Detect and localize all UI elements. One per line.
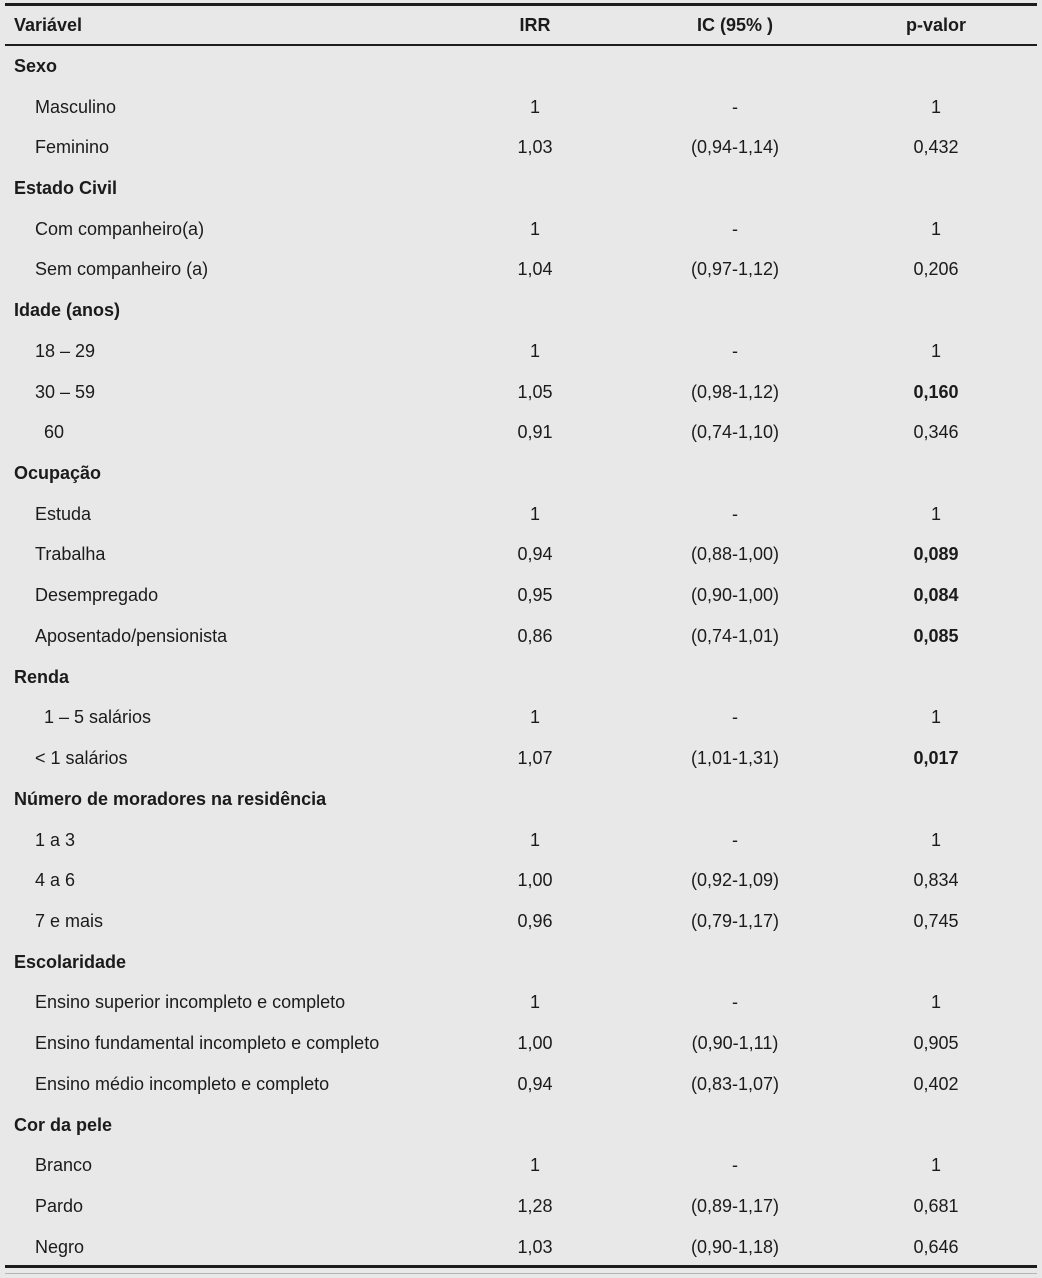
- confidence-interval-value: (0,98-1,12): [690, 381, 780, 402]
- irr-value: 1,07: [517, 748, 553, 769]
- irr-value: 1: [529, 96, 540, 117]
- p-value: 0,432: [913, 137, 959, 158]
- table-row: [0, 698, 1042, 739]
- variable-group-label: Renda: [14, 666, 70, 687]
- p-value: 0,084: [913, 585, 959, 606]
- table-row: [0, 372, 1042, 413]
- variable-label: Negro: [35, 1236, 85, 1257]
- table-row: [0, 87, 1042, 128]
- irr-value: 1: [529, 218, 540, 239]
- confidence-interval-value: -: [732, 96, 738, 117]
- confidence-interval-value: -: [732, 992, 738, 1013]
- p-value: 1: [930, 829, 941, 850]
- confidence-interval-value: (0,94-1,14): [690, 137, 780, 158]
- variable-group-label: Idade (anos): [14, 300, 121, 321]
- column-header-variable: Variável: [14, 14, 83, 35]
- variable-label: 18 – 29: [35, 340, 96, 361]
- confidence-interval-value: (0,79-1,17): [690, 910, 780, 931]
- irr-value: 0,94: [517, 544, 553, 565]
- p-value: 1: [930, 992, 941, 1013]
- section-row: [0, 942, 1042, 983]
- irr-value: 1,03: [517, 1236, 553, 1257]
- irr-value: 1,00: [517, 870, 553, 891]
- irr-value: 1,00: [517, 1033, 553, 1054]
- p-value: 0,089: [913, 544, 959, 565]
- table-row: [0, 494, 1042, 535]
- section-row: [0, 290, 1042, 331]
- variable-label: 7 e mais: [35, 910, 104, 931]
- table-row: [0, 209, 1042, 250]
- variable-group-label: Sexo: [14, 55, 58, 76]
- irr-value: 0,91: [517, 422, 553, 443]
- variable-group-label: Escolaridade: [14, 951, 127, 972]
- p-value: 0,206: [913, 259, 959, 280]
- variable-label: < 1 salários: [35, 748, 128, 769]
- p-value: 0,905: [913, 1033, 959, 1054]
- table-row: [0, 535, 1042, 576]
- table-row: [0, 901, 1042, 942]
- confidence-interval-value: (0,92-1,09): [690, 870, 780, 891]
- table-body: [0, 46, 1042, 1268]
- column-header-pvalue: p-valor: [905, 14, 966, 35]
- confidence-interval-value: -: [732, 1155, 738, 1176]
- p-value: 1: [930, 218, 941, 239]
- p-value: 0,017: [913, 748, 959, 769]
- confidence-interval-value: -: [732, 218, 738, 239]
- irr-value: 0,95: [517, 585, 553, 606]
- irr-value: 1: [529, 707, 540, 728]
- variable-label: 60: [44, 422, 65, 443]
- p-value: 0,646: [913, 1236, 959, 1257]
- irr-value: 1: [529, 340, 540, 361]
- irr-value: 1: [529, 992, 540, 1013]
- variable-label: Desempregado: [35, 585, 159, 606]
- variable-label: Com companheiro(a): [35, 218, 205, 239]
- p-value: 0,346: [913, 422, 959, 443]
- table-header-row: [0, 6, 1042, 44]
- section-row: [0, 46, 1042, 87]
- table-row: [0, 820, 1042, 861]
- p-value: 1: [930, 503, 941, 524]
- p-value: 1: [930, 96, 941, 117]
- variable-label: Sem companheiro (a): [35, 259, 209, 280]
- variable-label: Pardo: [35, 1195, 84, 1216]
- variable-label: Ensino médio incompleto e completo: [35, 1073, 330, 1094]
- table-row: [0, 127, 1042, 168]
- variable-label: 4 a 6: [35, 870, 76, 891]
- confidence-interval-value: (0,74-1,10): [690, 422, 780, 443]
- variable-label: Feminino: [35, 137, 110, 158]
- irr-value: 1,03: [517, 137, 553, 158]
- p-value: 0,085: [913, 625, 959, 646]
- confidence-interval-value: -: [732, 503, 738, 524]
- confidence-interval-value: (0,90-1,18): [690, 1236, 780, 1257]
- p-value: 1: [930, 707, 941, 728]
- table-row: [0, 1023, 1042, 1064]
- table-row: [0, 616, 1042, 657]
- column-header-ic: IC (95% ): [696, 14, 774, 35]
- column-header-irr: IRR: [519, 14, 551, 35]
- p-value: 0,834: [913, 870, 959, 891]
- p-value: 0,681: [913, 1195, 959, 1216]
- table-row: [0, 1064, 1042, 1105]
- variable-label: Branco: [35, 1155, 93, 1176]
- table-bottom-rule: [5, 1265, 1037, 1268]
- irr-value: 1: [529, 1155, 540, 1176]
- confidence-interval-value: -: [732, 829, 738, 850]
- p-value: 0,402: [913, 1073, 959, 1094]
- table-row: [0, 575, 1042, 616]
- table-row: [0, 1145, 1042, 1186]
- table-row: [0, 738, 1042, 779]
- irr-value: 1,05: [517, 381, 553, 402]
- confidence-interval-value: (0,89-1,17): [690, 1195, 780, 1216]
- section-row: [0, 168, 1042, 209]
- section-row: [0, 657, 1042, 698]
- confidence-interval-value: (0,74-1,01): [690, 625, 780, 646]
- table-row: [0, 250, 1042, 291]
- variable-label: Trabalha: [35, 544, 106, 565]
- variable-label: Ensino fundamental incompleto e completo: [35, 1033, 380, 1054]
- section-row: [0, 1105, 1042, 1146]
- section-row: [0, 779, 1042, 820]
- irr-value: 1: [529, 503, 540, 524]
- table-bottom-thin-rule: [5, 1273, 1037, 1274]
- p-value: 1: [930, 1155, 941, 1176]
- confidence-interval-value: (1,01-1,31): [690, 748, 780, 769]
- variable-label: Masculino: [35, 96, 117, 117]
- irr-value: 1: [529, 829, 540, 850]
- variable-label: Ensino superior incompleto e completo: [35, 992, 346, 1013]
- p-value: 1: [930, 340, 941, 361]
- table-row: [0, 412, 1042, 453]
- section-row: [0, 453, 1042, 494]
- p-value: 0,160: [913, 381, 959, 402]
- confidence-interval-value: (0,90-1,00): [690, 585, 780, 606]
- variable-group-label: Cor da pele: [14, 1114, 113, 1135]
- irr-value: 0,86: [517, 625, 553, 646]
- irr-value: 1,28: [517, 1195, 553, 1216]
- variable-group-label: Número de moradores na residência: [14, 788, 327, 809]
- variable-label: 1 a 3: [35, 829, 76, 850]
- irr-value: 0,96: [517, 910, 553, 931]
- irr-value: 0,94: [517, 1073, 553, 1094]
- variable-group-label: Estado Civil: [14, 178, 118, 199]
- variable-label: Estuda: [35, 503, 92, 524]
- confidence-interval-value: -: [732, 707, 738, 728]
- confidence-interval-value: -: [732, 340, 738, 361]
- variable-group-label: Ocupação: [14, 463, 102, 484]
- confidence-interval-value: (0,97-1,12): [690, 259, 780, 280]
- irr-value: 1,04: [517, 259, 553, 280]
- table-row: [0, 1227, 1042, 1268]
- variable-label: 1 – 5 salários: [44, 707, 152, 728]
- variable-label: 30 – 59: [35, 381, 96, 402]
- table-row: [0, 983, 1042, 1024]
- variable-label: Aposentado/pensionista: [35, 625, 228, 646]
- p-value: 0,745: [913, 910, 959, 931]
- confidence-interval-value: (0,83-1,07): [690, 1073, 780, 1094]
- table-row: [0, 331, 1042, 372]
- confidence-interval-value: (0,90-1,11): [691, 1033, 779, 1054]
- table-row: [0, 1186, 1042, 1227]
- confidence-interval-value: (0,88-1,00): [690, 544, 780, 565]
- table-row: [0, 860, 1042, 901]
